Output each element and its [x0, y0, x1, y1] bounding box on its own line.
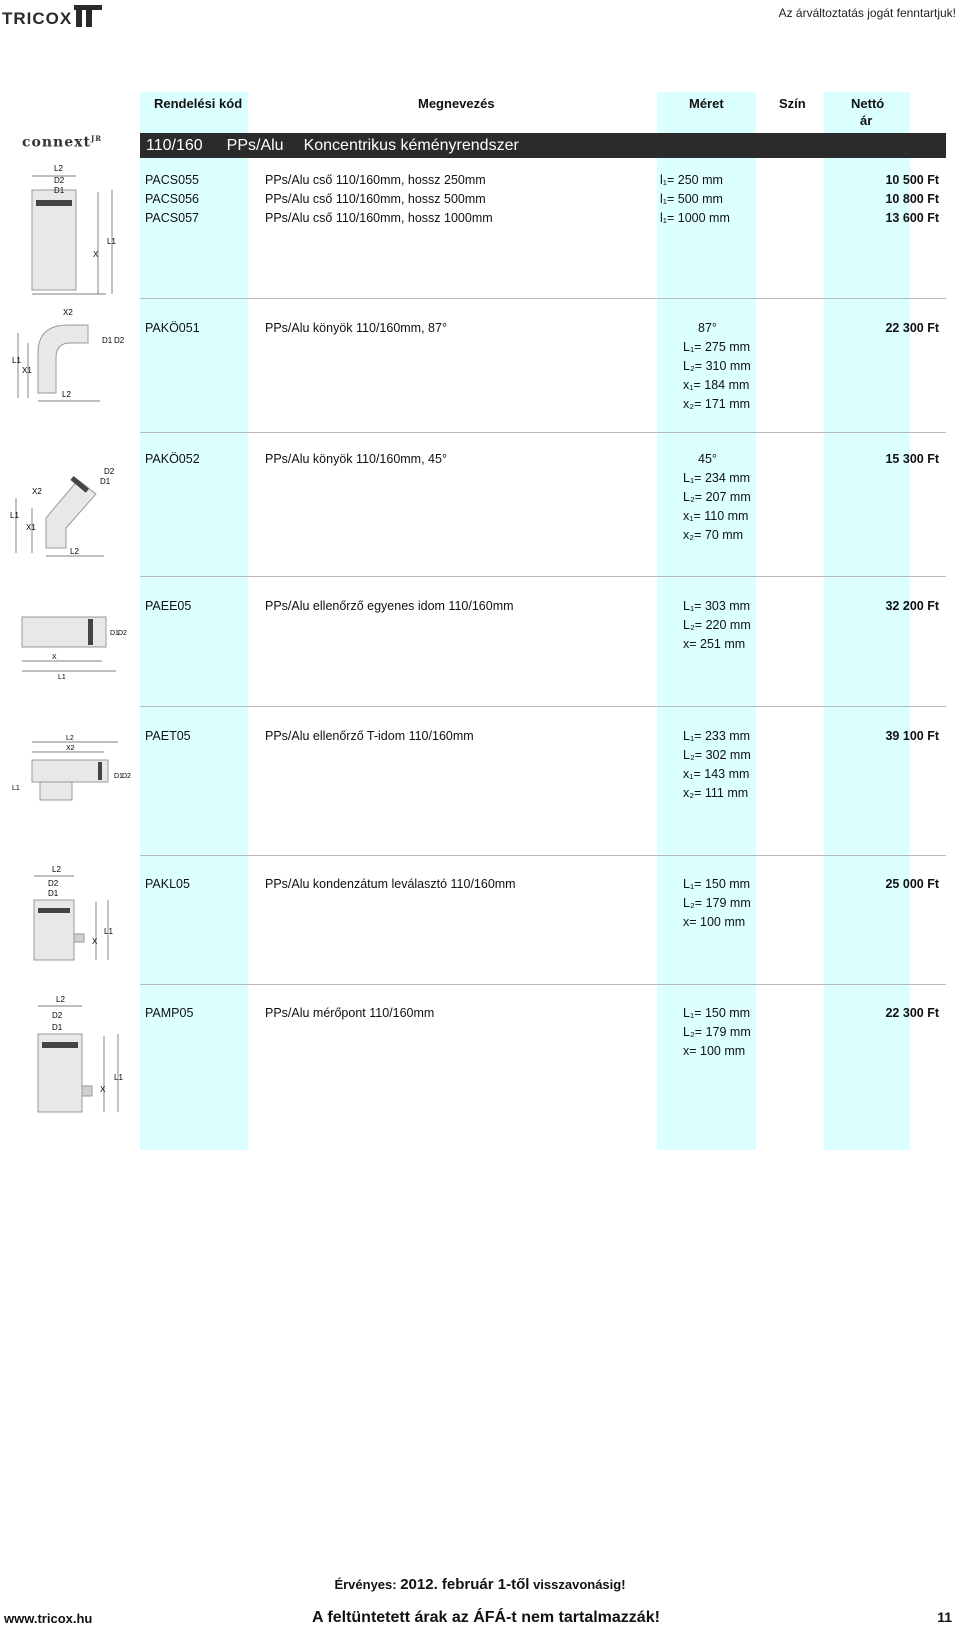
header-name: Megnevezés: [418, 96, 495, 111]
row-price: 15 300 Ft: [885, 452, 939, 466]
row-code: PAKÖ051: [145, 321, 200, 335]
price-change-notice: Az árváltoztatás jogát fenntartjuk!: [778, 6, 956, 20]
svg-text:X2: X2: [63, 308, 73, 317]
vat-notice: A feltüntetett árak az ÁFÁ-t nem tartalmazzák!: [312, 1609, 660, 1626]
row-divider: [140, 298, 946, 299]
svg-text:D2: D2: [104, 467, 115, 476]
header-code: Rendelési kód: [154, 96, 243, 111]
tee-inspection-drawing: [8, 728, 131, 823]
svg-text:D2: D2: [118, 630, 127, 637]
row-name: PPs/Alu könyök 110/160mm, 87°: [265, 321, 447, 335]
svg-text:X1: X1: [26, 523, 36, 532]
row-name: PPs/Alu mérőpont 110/160mm: [265, 1006, 435, 1020]
svg-text:D2: D2: [54, 176, 65, 185]
svg-text:L2: L2: [62, 390, 71, 399]
validity-notice: Érvényes: 2012. február 1-től visszavonásig!: [334, 1576, 626, 1593]
svg-text:D1: D1: [110, 630, 119, 637]
row-name: PPs/Alu ellenőrző T-idom 110/160mm: [265, 729, 474, 743]
elbow-87-drawing: [8, 303, 128, 408]
connext-logo: connext$^{JR}$: [22, 134, 103, 151]
row-code: PAKÖ052: [145, 452, 200, 466]
row-price: 39 100 Ft: [885, 729, 939, 743]
svg-text:L2: L2: [70, 547, 79, 556]
row-size: L₁= 150 mm L₂= 179 mm x= 100 mm: [683, 1006, 751, 1058]
header-color: Szín: [779, 96, 806, 111]
svg-text:L1: L1: [10, 511, 19, 520]
svg-text:L1: L1: [58, 674, 66, 681]
svg-text:X1: X1: [22, 366, 32, 375]
row-divider: [140, 576, 946, 577]
row-name: PPs/Alu cső 110/160mm, hossz 500mm: [265, 192, 486, 206]
svg-text:X2: X2: [32, 487, 42, 496]
svg-text:L1: L1: [12, 356, 21, 365]
straight-inspection-drawing: [8, 605, 128, 685]
svg-text:L1: L1: [114, 1073, 123, 1082]
row-name: PPs/Alu cső 110/160mm, hossz 250mm: [265, 173, 486, 187]
row-price: 25 000 Ft: [885, 877, 939, 891]
row-size: l₁= 1000 mm: [660, 211, 730, 225]
svg-text:L2: L2: [52, 865, 61, 874]
section-diameter: 110/160: [146, 136, 203, 154]
website-link[interactable]: www.tricox.hu: [4, 1611, 93, 1626]
row-name: PPs/Alu cső 110/160mm, hossz 1000mm: [265, 211, 493, 225]
row-name: PPs/Alu könyök 110/160mm, 45°: [265, 452, 447, 466]
svg-text:D1: D1: [100, 477, 111, 486]
svg-text:D1: D1: [52, 1023, 63, 1032]
row-code: PAKL05: [145, 877, 190, 891]
svg-text:L1: L1: [12, 785, 20, 792]
row-price: 10 500 Ft: [885, 173, 939, 187]
row-size: 45° L₁= 234 mm L₂= 207 mm x₁= 110 mm x₂= 70 mm: [683, 452, 751, 542]
section-material: PPs/Alu: [226, 136, 284, 154]
svg-text:L2: L2: [56, 995, 65, 1004]
svg-text:D1: D1: [48, 889, 59, 898]
header-size: Méret: [689, 96, 724, 111]
row-code: PAEE05: [145, 599, 192, 613]
row-name: PPs/Alu kondenzátum leválasztó 110/160mm: [265, 877, 516, 891]
row-code: PAMP05: [145, 1006, 194, 1020]
svg-text:D1: D1: [114, 773, 123, 780]
pipe-drawing: [8, 162, 128, 302]
svg-text:L1: L1: [107, 237, 116, 246]
row-code: PACS056: [145, 192, 199, 206]
measuring-point-drawing: [8, 990, 128, 1115]
row-price: 22 300 Ft: [885, 321, 939, 335]
svg-text:L1: L1: [104, 927, 113, 936]
row-divider: [140, 855, 946, 856]
row-size: L₁= 303 mm L₂= 220 mm x= 251 mm: [683, 599, 751, 651]
row-size: L₁= 150 mm L₂= 179 mm x= 100 mm: [683, 877, 751, 929]
price-column-highlight: [824, 92, 910, 1150]
svg-text:X: X: [52, 654, 57, 661]
svg-text:X2: X2: [66, 745, 75, 752]
tricox-logo-mark-icon: [74, 3, 104, 27]
row-price: 22 300 Ft: [885, 1006, 939, 1020]
svg-text:D2: D2: [122, 773, 131, 780]
page-number: 11: [937, 1609, 952, 1625]
header-price-line1: Nettó: [851, 96, 885, 111]
svg-text:D2: D2: [52, 1011, 63, 1020]
svg-text:D1: D1: [54, 186, 65, 195]
row-code: PACS057: [145, 211, 199, 225]
row-name: PPs/Alu ellenőrző egyenes idom 110/160mm: [265, 599, 514, 613]
row-divider: [140, 984, 946, 985]
code-column-highlight: [140, 92, 248, 1150]
row-divider: [140, 706, 946, 707]
svg-text:X: X: [92, 937, 98, 946]
elbow-45-drawing: [8, 458, 128, 563]
header-price-line2: ár: [860, 113, 873, 128]
row-price: 13 600 Ft: [885, 211, 939, 225]
svg-text:D1: D1: [102, 336, 113, 345]
row-code: PAET05: [145, 729, 191, 743]
svg-text:L2: L2: [66, 735, 74, 742]
row-size: l₁= 500 mm: [660, 192, 723, 206]
svg-text:X: X: [100, 1085, 106, 1094]
svg-text:D2: D2: [48, 879, 59, 888]
row-code: PACS055: [145, 173, 199, 187]
svg-text:X: X: [93, 250, 99, 259]
section-title-bar: [140, 133, 946, 158]
row-size: l₁= 250 mm: [660, 173, 723, 187]
row-size: 87° L₁= 275 mm L₂= 310 mm x₁= 184 mm x₂= 171 mm: [683, 321, 751, 411]
section-title: Koncentrikus kéményrendszer: [303, 136, 519, 154]
row-size: L₁= 233 mm L₂= 302 mm x₁= 143 mm x₂= 111 mm: [683, 729, 751, 800]
condensate-separator-drawing: [8, 862, 128, 962]
row-divider: [140, 432, 946, 433]
svg-text:D2: D2: [114, 336, 125, 345]
row-price: 10 800 Ft: [885, 192, 939, 206]
row-price: 32 200 Ft: [885, 599, 939, 613]
svg-text:L2: L2: [54, 164, 63, 173]
